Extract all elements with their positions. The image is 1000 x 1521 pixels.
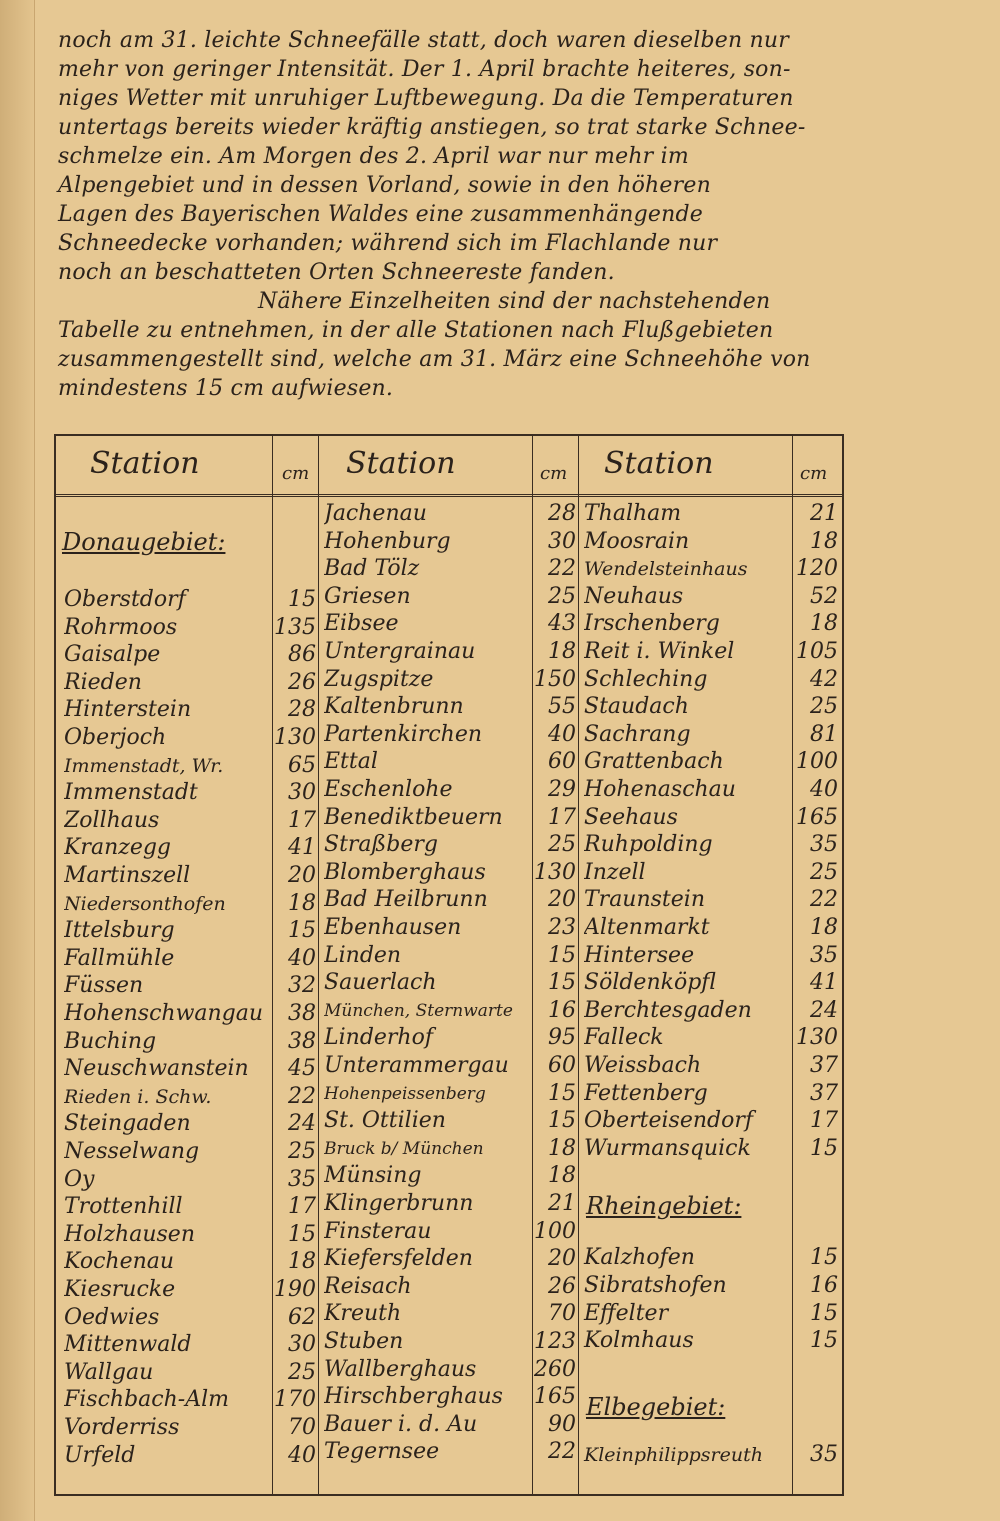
station-name: Seehaus xyxy=(584,804,678,830)
section-heading-elbegebiet: Elbegebiet: xyxy=(586,1392,726,1421)
snow-depth-cm: 52 xyxy=(810,583,838,609)
station-name: Bad Tölz xyxy=(324,556,420,582)
snow-depth-cm: 18 xyxy=(548,1135,576,1161)
snow-depth-cm: 45 xyxy=(288,1056,316,1082)
station-name: Mittenwald xyxy=(64,1332,192,1358)
snow-depth-cm: 25 xyxy=(548,832,576,858)
snow-depth-cm: 130 xyxy=(534,859,576,885)
snow-depth-cm: 95 xyxy=(548,1025,576,1051)
snow-depth-cm: 37 xyxy=(810,1080,838,1106)
station-name: Benediktbeuern xyxy=(324,804,503,830)
station-name: Vorderriss xyxy=(64,1415,180,1440)
station-name: Oedwies xyxy=(64,1304,160,1330)
snow-depth-cm: 18 xyxy=(548,1163,576,1189)
station-name: Ettal xyxy=(324,749,378,775)
snow-depth-cm: 25 xyxy=(810,694,838,720)
snow-depth-cm: 21 xyxy=(810,501,838,526)
station-name: Nesselwang xyxy=(64,1139,200,1164)
snow-depth-cm: 30 xyxy=(548,528,576,554)
snow-depth-cm: 18 xyxy=(288,890,316,916)
header-cm-1: cm xyxy=(282,463,310,484)
paragraph-line: Nähere Einzelheiten sind der nachstehenden xyxy=(258,289,771,314)
station-name: Füssen xyxy=(64,973,144,999)
snow-depth-cm: 28 xyxy=(288,697,316,723)
snow-depth-cm: 20 xyxy=(288,863,316,888)
snow-depth-cm: 60 xyxy=(548,749,576,775)
snow-depth-cm: 90 xyxy=(548,1411,576,1437)
snow-depth-cm: 20 xyxy=(548,1246,576,1272)
station-name: Weissbach xyxy=(584,1053,702,1078)
station-name: Schleching xyxy=(584,666,708,692)
station-name: Zollhaus xyxy=(64,807,160,833)
station-name: Kiefersfelden xyxy=(324,1246,473,1272)
station-name: Hohenpeissenberg xyxy=(324,1083,486,1104)
paragraph-line: untertags bereits wieder kräftig anstiegen, so trat starke Schnee- xyxy=(58,115,806,140)
snow-depth-cm: 30 xyxy=(288,1332,316,1358)
paragraph-line: Alpengebiet und in dessen Vorland, sowie in den höheren xyxy=(58,173,711,198)
station-name: Kiesrucke xyxy=(64,1277,176,1302)
snow-depth-cm: 18 xyxy=(810,915,838,940)
table-header xyxy=(56,436,842,497)
station-name: Straßberg xyxy=(324,832,438,858)
snow-depth-cm: 86 xyxy=(288,642,316,668)
station-name: Kaltenbrunn xyxy=(324,694,464,720)
snow-depth-cm: 28 xyxy=(548,501,576,526)
snow-depth-cm: 15 xyxy=(288,587,316,612)
paragraph-line: niges Wetter mit unruhiger Luftbewegung. Da die Temperaturen xyxy=(58,86,794,111)
snow-depth-cm: 41 xyxy=(288,835,316,861)
snow-depth-cm: 70 xyxy=(288,1415,316,1440)
station-name: Wurmansquick xyxy=(584,1135,751,1161)
station-name: Tegernsee xyxy=(324,1439,440,1465)
station-name: Thalham xyxy=(584,501,682,526)
station-name: Kolmhaus xyxy=(584,1328,694,1354)
snow-depth-cm: 41 xyxy=(810,970,838,996)
header-station-1: Station xyxy=(90,446,200,481)
station-name: Trottenhill xyxy=(64,1194,183,1220)
snow-depth-cm: 35 xyxy=(810,1441,838,1467)
snow-depth-cm: 70 xyxy=(548,1301,576,1327)
snow-depth-cm: 130 xyxy=(274,725,316,750)
station-name: Griesen xyxy=(324,583,411,609)
station-name: Münsing xyxy=(324,1163,422,1189)
snow-depth-cm: 150 xyxy=(534,666,576,692)
station-name: Rieden xyxy=(64,669,142,695)
station-name: Kochenau xyxy=(64,1249,175,1275)
station-name: Reisach xyxy=(324,1273,412,1299)
station-name: Gaisalpe xyxy=(64,642,161,668)
snow-depth-cm: 55 xyxy=(548,694,576,720)
intro-paragraph xyxy=(58,26,848,403)
station-name: Linderhof xyxy=(324,1025,433,1051)
snow-depth-cm: 40 xyxy=(288,945,316,971)
column-divider xyxy=(578,436,579,1494)
snow-depth-cm: 40 xyxy=(548,721,576,747)
snow-depth-cm: 17 xyxy=(548,804,576,830)
snow-depth-cm: 30 xyxy=(288,780,316,806)
station-name: Blomberghaus xyxy=(324,859,486,885)
snow-depth-cm: 42 xyxy=(810,666,838,692)
snow-depth-cm: 16 xyxy=(548,997,576,1023)
snow-depth-cm: 130 xyxy=(796,1025,838,1051)
station-name: Wallberghaus xyxy=(324,1356,477,1382)
snow-depth-cm: 35 xyxy=(810,942,838,968)
snow-depth-cm: 25 xyxy=(810,859,838,885)
station-name: Fallmühle xyxy=(64,945,175,971)
snow-depth-cm: 15 xyxy=(548,942,576,968)
station-name: Eibsee xyxy=(324,611,399,637)
paragraph-line: mindestens 15 cm aufwiesen. xyxy=(58,376,394,401)
station-name: Immenstadt, Wr. xyxy=(64,754,224,777)
station-name: Finsterau xyxy=(324,1218,432,1244)
snow-depth-cm: 37 xyxy=(810,1053,838,1078)
snow-depth-cm: 260 xyxy=(534,1356,576,1382)
station-name: Untergrainau xyxy=(324,639,476,664)
station-name: Staudach xyxy=(584,694,689,720)
snow-depth-cm: 105 xyxy=(796,639,838,664)
snow-depth-cm: 22 xyxy=(288,1083,316,1109)
station-name: Irschenberg xyxy=(584,611,720,637)
station-name: Sachrang xyxy=(584,721,691,747)
station-name: Martinszell xyxy=(64,863,191,888)
snow-depth-cm: 22 xyxy=(548,556,576,582)
station-name: Steingaden xyxy=(64,1111,191,1137)
station-name: Effelter xyxy=(584,1300,669,1326)
snow-depth-cm: 40 xyxy=(288,1442,316,1468)
station-name: München, Sternwarte xyxy=(324,1000,513,1021)
station-name: Ittelsburg xyxy=(64,918,175,944)
snow-depth-cm: 25 xyxy=(288,1359,316,1385)
station-name: Urfeld xyxy=(64,1442,136,1468)
snow-depth-cm: 25 xyxy=(288,1139,316,1164)
snow-depth-cm: 15 xyxy=(288,918,316,944)
paragraph-line: noch am 31. leichte Schneefälle statt, doch waren dieselben nur xyxy=(58,28,789,53)
station-name: Hohenschwangau xyxy=(64,1001,264,1026)
paragraph-line: Lagen des Bayerischen Waldes eine zusammenhängende xyxy=(58,202,704,227)
station-name: Kalzhofen xyxy=(584,1245,695,1271)
column-divider xyxy=(318,436,319,1494)
station-name: Linden xyxy=(324,942,402,968)
snow-depth-cm: 16 xyxy=(810,1273,838,1298)
snow-depth-cm: 17 xyxy=(288,1194,316,1220)
station-name: Hirschberghaus xyxy=(324,1384,503,1410)
station-name: Ebenhausen xyxy=(324,915,462,940)
station-name: Fettenberg xyxy=(584,1080,708,1106)
station-name: Ruhpolding xyxy=(584,832,713,858)
station-name: Söldenköpfl xyxy=(584,970,716,996)
snow-depth-cm: 21 xyxy=(548,1191,576,1216)
station-name: St. Ottilien xyxy=(324,1108,446,1134)
snow-depth-cm: 100 xyxy=(534,1218,576,1244)
station-name: Kreuth xyxy=(324,1301,402,1327)
snow-depth-cm: 35 xyxy=(810,832,838,858)
snow-depth-cm: 18 xyxy=(810,611,838,637)
station-name: Unterammergau xyxy=(324,1053,509,1078)
page-edge xyxy=(0,0,35,1521)
station-name: Falleck xyxy=(584,1025,664,1051)
station-name: Buching xyxy=(64,1028,157,1054)
snow-depth-cm: 40 xyxy=(810,777,838,802)
station-name: Oy xyxy=(64,1166,95,1192)
header-cm-2: cm xyxy=(540,463,568,484)
snow-depth-cm: 165 xyxy=(534,1384,576,1410)
snow-depth-cm: 26 xyxy=(288,669,316,695)
station-name: Neuhaus xyxy=(584,583,684,609)
station-name: Bruck b/ München xyxy=(324,1138,484,1159)
snow-depth-cm: 32 xyxy=(288,973,316,999)
station-name: Hohenburg xyxy=(324,528,451,554)
station-name: Kleinphilippsreuth xyxy=(584,1443,763,1466)
snow-depth-cm: 62 xyxy=(288,1304,316,1330)
snow-depth-cm: 18 xyxy=(810,528,838,554)
snow-depth-cm: 25 xyxy=(548,583,576,609)
station-name: Bauer i. d. Au xyxy=(324,1411,478,1437)
paragraph-line: noch an beschatteten Orten Schneereste fanden. xyxy=(58,260,615,285)
station-name: Niedersonthofen xyxy=(64,892,226,915)
snow-depth-cm: 38 xyxy=(288,1001,316,1026)
station-name: Oberstdorf xyxy=(64,587,186,612)
station-name: Oberteisendorf xyxy=(584,1108,754,1134)
station-name: Reit i. Winkel xyxy=(584,639,735,664)
snow-depth-cm: 29 xyxy=(548,777,576,802)
snow-depth-cm: 100 xyxy=(796,749,838,775)
station-name: Hintersee xyxy=(584,942,695,968)
snow-depth-cm: 135 xyxy=(274,614,316,640)
snow-depth-cm: 22 xyxy=(548,1439,576,1465)
snow-depth-cm: 35 xyxy=(288,1166,316,1192)
snow-depth-cm: 123 xyxy=(534,1329,576,1354)
snow-depth-cm: 20 xyxy=(548,887,576,913)
snow-depth-cm: 190 xyxy=(274,1277,316,1302)
station-name: Altenmarkt xyxy=(584,915,710,940)
snow-depth-cm: 165 xyxy=(796,804,838,830)
station-name: Neuschwanstein xyxy=(64,1056,249,1082)
paragraph-line: zusammengestellt sind, welche am 31. März eine Schneehöhe von xyxy=(58,347,811,372)
station-name: Fischbach-Alm xyxy=(64,1387,229,1413)
station-name: Eschenlohe xyxy=(324,777,453,802)
snow-depth-cm: 15 xyxy=(548,970,576,996)
station-name: Inzell xyxy=(584,859,646,885)
snow-depth-cm: 15 xyxy=(810,1300,838,1326)
station-name: Sibratshofen xyxy=(584,1273,727,1298)
snow-depth-cm: 15 xyxy=(810,1245,838,1271)
station-name: Zugspitze xyxy=(324,666,434,692)
station-name: Grattenbach xyxy=(584,749,724,775)
snow-depth-cm: 24 xyxy=(288,1111,316,1137)
section-heading-rheingebiet: Rheingebiet: xyxy=(586,1192,742,1221)
station-name: Bad Heilbrunn xyxy=(324,887,488,913)
snow-depth-cm: 15 xyxy=(288,1221,316,1247)
snow-depth-cm: 38 xyxy=(288,1028,316,1054)
station-name: Rieden i. Schw. xyxy=(64,1085,212,1108)
paragraph-line: schmelze ein. Am Morgen des 2. April war nur mehr im xyxy=(58,144,689,169)
header-station-3: Station xyxy=(604,446,714,481)
header-station-2: Station xyxy=(346,446,456,481)
paragraph-line: mehr von geringer Intensität. Der 1. April brachte heiteres, son- xyxy=(58,57,791,82)
section-heading-donaugebiet: Donaugebiet: xyxy=(62,528,226,556)
column-divider xyxy=(792,436,793,1494)
snow-depth-table xyxy=(54,434,844,1496)
snow-depth-cm: 17 xyxy=(810,1108,838,1134)
snow-depth-cm: 170 xyxy=(274,1387,316,1413)
station-name: Wendelsteinhaus xyxy=(584,558,748,581)
snow-depth-cm: 15 xyxy=(548,1108,576,1134)
header-cm-3: cm xyxy=(800,463,828,484)
snow-depth-cm: 23 xyxy=(548,915,576,940)
snow-depth-cm: 43 xyxy=(548,611,576,637)
station-name: Moosrain xyxy=(584,528,690,554)
column-divider xyxy=(272,436,273,1494)
snow-depth-cm: 18 xyxy=(548,639,576,664)
snow-depth-cm: 17 xyxy=(288,807,316,833)
station-name: Rohrmoos xyxy=(64,614,178,640)
snow-depth-cm: 81 xyxy=(810,721,838,747)
station-name: Holzhausen xyxy=(64,1221,195,1247)
station-name: Stuben xyxy=(324,1329,404,1354)
snow-depth-cm: 65 xyxy=(288,752,316,778)
snow-depth-cm: 18 xyxy=(288,1249,316,1275)
snow-depth-cm: 15 xyxy=(810,1328,838,1354)
snow-depth-cm: 15 xyxy=(548,1080,576,1106)
station-name: Immenstadt xyxy=(64,780,198,806)
station-name: Kranzegg xyxy=(64,835,172,861)
station-name: Partenkirchen xyxy=(324,721,483,747)
station-name: Oberjoch xyxy=(64,725,167,750)
station-name: Traunstein xyxy=(584,887,705,913)
station-name: Klingerbrunn xyxy=(324,1191,474,1216)
station-name: Hohenaschau xyxy=(584,777,736,802)
snow-depth-cm: 24 xyxy=(810,997,838,1023)
paragraph-line: Schneedecke vorhanden; während sich im Flachlande nur xyxy=(58,231,718,256)
station-name: Berchtesgaden xyxy=(584,997,752,1023)
snow-depth-cm: 60 xyxy=(548,1053,576,1078)
snow-depth-cm: 26 xyxy=(548,1273,576,1299)
station-name: Hinterstein xyxy=(64,697,192,723)
station-name: Sauerlach xyxy=(324,970,437,996)
snow-depth-cm: 22 xyxy=(810,887,838,913)
paragraph-line: Tabelle zu entnehmen, in der alle Stationen nach Flußgebieten xyxy=(58,318,774,343)
snow-depth-cm: 120 xyxy=(796,556,838,582)
station-name: Jachenau xyxy=(324,501,427,526)
snow-depth-cm: 15 xyxy=(810,1135,838,1161)
station-name: Wallgau xyxy=(64,1359,154,1385)
